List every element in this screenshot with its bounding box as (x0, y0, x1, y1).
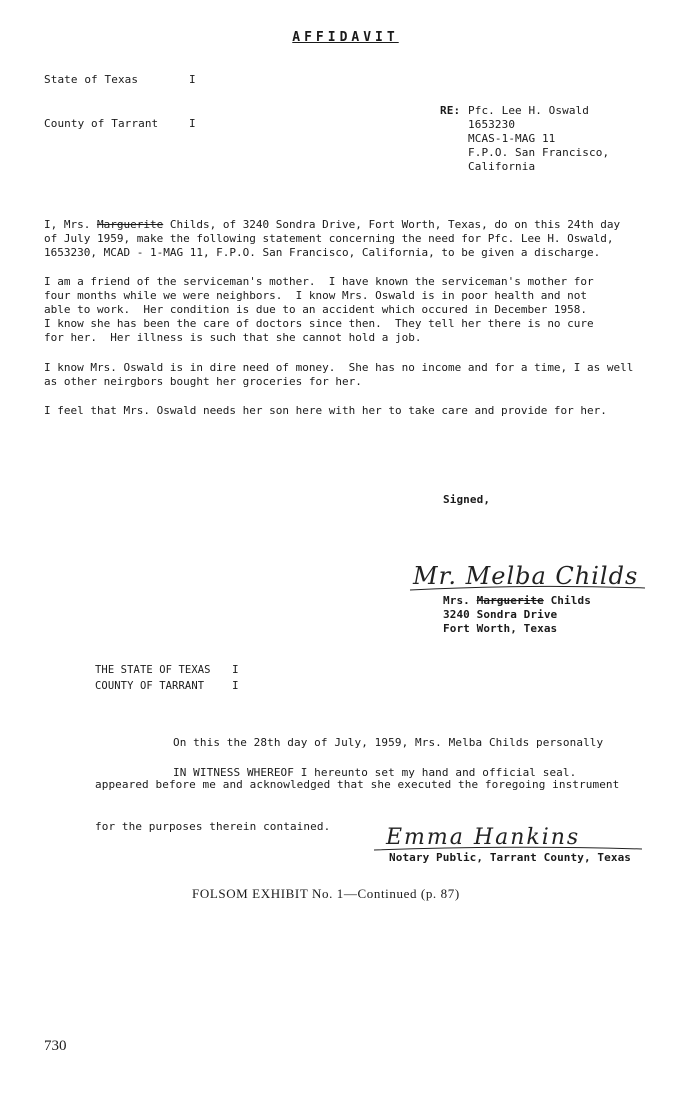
intro-line-3: 1653230, MCAD - 1-MAG 11, F.P.O. San Francisco, California, to be given a discharge. (44, 246, 601, 259)
paragraph-friend (44, 275, 691, 345)
venue-county-mark: I (189, 117, 196, 130)
paragraph-line: for her. Her illness is such that she cannot hold a job. (44, 331, 422, 344)
notary-signature-text: Emma Hankins (386, 825, 581, 850)
signed-label: Signed, (443, 493, 491, 506)
exhibit-caption: FOLSOM EXHIBIT No. 1—Continued (p. 87) (192, 886, 460, 901)
signature-childs (405, 554, 655, 596)
intro-line-1b: Childs, of 3240 Sondra Drive, Fort Worth, Texas, do on this 24th day (163, 218, 621, 231)
re-line: 1653230 (468, 118, 516, 131)
paragraph-line: I am a friend of the serviceman's mother. I have known the serviceman's mother for (44, 275, 594, 288)
signer-name (443, 594, 591, 608)
intro-paragraph (44, 218, 691, 260)
venue-state-mark: I (189, 73, 196, 86)
notary-line: On this the 28th day of July, 1959, Mrs. Melba Childs personally (173, 736, 604, 749)
paragraph-money (44, 361, 691, 389)
venue-county: County of Tarrant (44, 117, 159, 130)
signer-surname: Childs (543, 594, 591, 607)
paragraph-line: I know she has been the care of doctors since then. They tell her there is no cure (44, 317, 594, 330)
paragraph-son (44, 404, 691, 418)
signature-text: Mr. Melba Childs (413, 562, 639, 590)
signer-address-2: Fort Worth, Texas (443, 622, 558, 635)
venue-state: State of Texas (44, 73, 139, 86)
document-title: AFFIDAVIT (292, 30, 399, 45)
re-line: F.P.O. San Francisco, (468, 146, 610, 159)
intro-line-2: of July 1959, make the following statement concerning the need for Pfc. Lee H. Oswald, (44, 232, 614, 245)
notary-venue-county: COUNTY OF TARRANT (95, 680, 205, 692)
struck-name: Marguerite (96, 218, 164, 231)
witness-clause: IN WITNESS WHEREOF I hereunto set my hand and official seal. (173, 766, 577, 779)
signer-struck-name: Marguerite (476, 594, 544, 607)
re-label: RE: (440, 104, 461, 117)
notary-line: appeared before me and acknowledged that she executed the foregoing instrument (95, 778, 620, 791)
re-line: California (468, 160, 536, 173)
paragraph-line: four months while we were neighbors. I know Mrs. Oswald is in poor health and not (44, 289, 588, 302)
notary-venue-state-mark: I (232, 663, 239, 676)
paragraph-line: I feel that Mrs. Oswald needs her son here with her to take care and provide for her. (44, 404, 607, 417)
intro-line-1 (44, 218, 691, 232)
notary-venue-state: THE STATE OF TEXAS (95, 664, 211, 676)
notary-title: Notary Public, Tarrant County, Texas (389, 851, 632, 864)
paragraph-line: I know Mrs. Oswald is in dire need of money. She has no income and for a time, I as well (44, 361, 634, 374)
notary-line: for the purposes therein contained. (95, 820, 331, 833)
re-line: Pfc. Lee H. Oswald (468, 104, 590, 117)
notary-venue-county-mark: I (232, 679, 239, 692)
signer-block (443, 594, 591, 636)
page-number: 730 (44, 1038, 67, 1054)
paragraph-line: able to work. Her condition is due to an accident which occured in December 1958. (44, 303, 588, 316)
signer-prefix: Mrs. (443, 594, 477, 607)
re-line: MCAS-1-MAG 11 (468, 132, 556, 145)
notary-signature (372, 818, 652, 854)
paragraph-line: as other neirgbors bought her groceries for her. (44, 375, 362, 388)
re-block (468, 104, 609, 174)
signer-address-1: 3240 Sondra Drive (443, 608, 558, 621)
intro-line-1a: I, Mrs. (44, 218, 97, 231)
